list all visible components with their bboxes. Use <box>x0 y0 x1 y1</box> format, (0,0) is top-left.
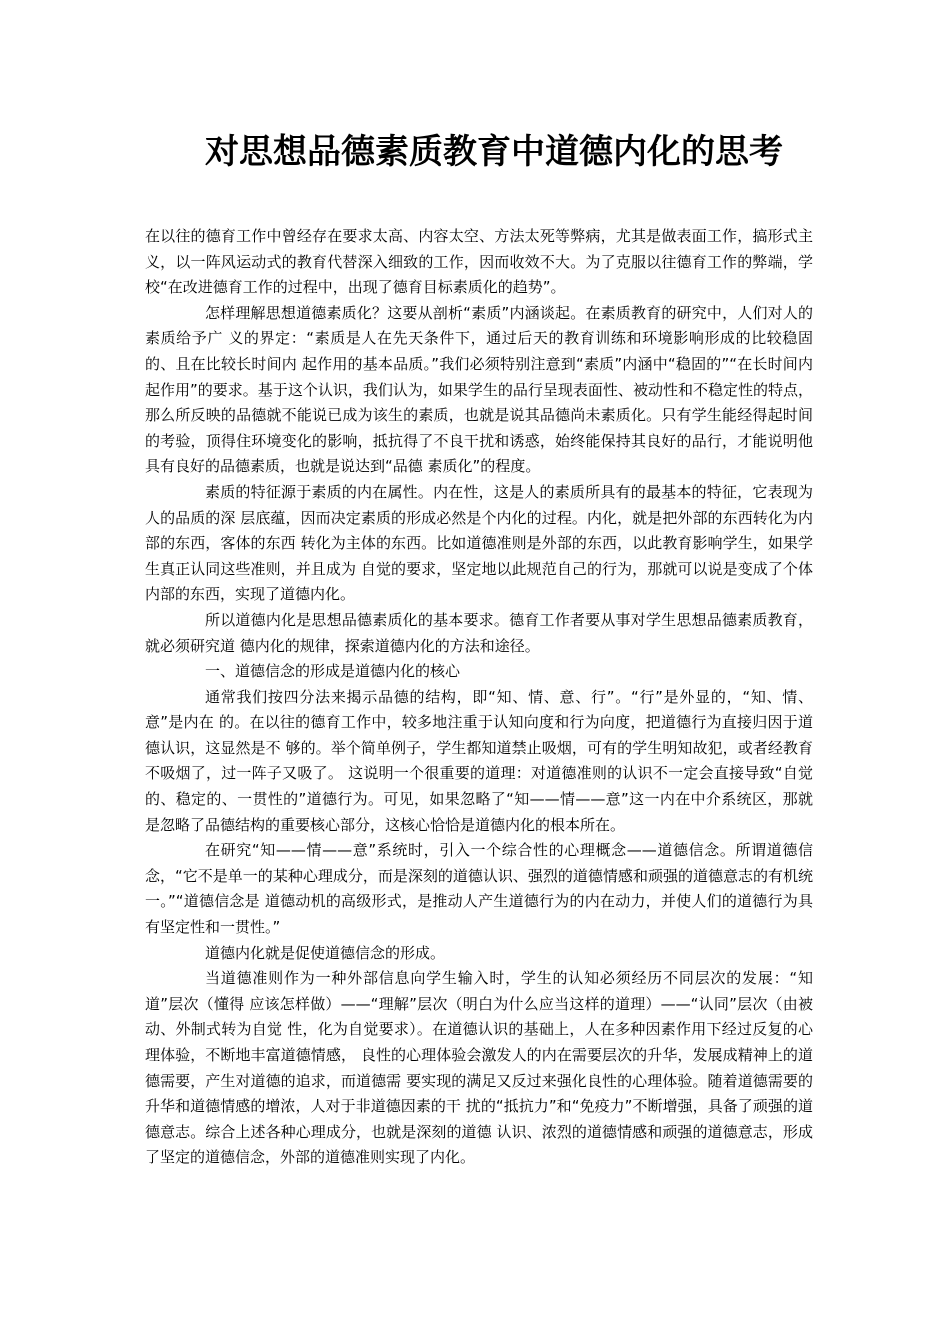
paragraph-moral-structure: 通常我们按四分法来揭示品德的结构，即“知、情、意、行”。“行”是外显的，“知、情、意”是内在 的。在以往的德育工作中，较多地注重于认知向度和行为向度，把道德行为直接归因于道德认识，这显然是不 够的。举个简单例子，学生都知道禁止吸烟，可有的学生明知故犯，或者经教育不吸烟了，过一阵子又吸了。 这说明一个很重要的道理：对道德准则的认识不一定会直接导致“自觉的、稳定的、一贯性的”道德行为。可见，如果忽略了“知——情——意”这一内在中介系统区，那就是忽略了品德结构的重要核心部分，这核心恰恰是道德内化的根本所在。 <box>145 687 813 834</box>
paragraph-cognitive-development: 当道德准则作为一种外部信息向学生输入时，学生的认知必须经历不同层次的发展：“知道”层次（懂得 应该怎样做）——“理解”层次（明白为什么应当这样的道理）——“认同”层次（由被动、外制式转为自觉 性，化为自觉要求）。在道德认识的基础上，人在多种因素作用下经过反复的心理体验，不断地丰富道德情感， 良性的心理体验会激发人的内在需要层次的升华，发展成精神上的道德需要，产生对道德的追求，而道德需 要实现的满足又反过来强化良性的心理体验。随着道德需要的升华和道德情感的增浓，人对于非道德因素的干 扰的“抵抗力”和“免疫力”不断增强，具备了顽强的道德意志。综合上述各种心理成分，也就是深刻的道德 认识、浓烈的道德情感和顽强的道德意志，形成了坚定的道德信念，外部的道德准则实现了内化。 <box>145 969 813 1167</box>
paragraph-quality-characteristics: 素质的特征源于素质的内在属性。内在性，这是人的素质所具有的最基本的特征，它表现为人的品质的深 层底蕴，因而决定素质的形成必然是个内化的过程。内化，就是把外部的东西转化为内部的东西，客体的东西 转化为主体的东西。比如道德准则是外部的东西，以此教育影响学生，如果学生真正认同这些准则，并且成为 自觉的要求，坚定地以此规范自己的行为，那就可以说是变成了个体内部的东西，实现了道德内化。 <box>145 482 813 604</box>
paragraph-basic-requirement: 所以道德内化是思想品德素质化的基本要求。德育工作者要从事对学生思想品德素质教育，就必须研究道 德内化的规律，探索道德内化的方法和途径。 <box>145 610 813 655</box>
paragraph-internalization: 道德内化就是促使道德信念的形成。 <box>205 943 446 962</box>
paragraph-understanding-quality: 怎样理解思想道德素质化？这要从剖析“素质”内涵谈起。在素质教育的研究中，人们对人的素质给予广 义的界定：“素质是人在先天条件下，通过后天的教育训练和环境影响形成的比较稳固的、且在比较长时间内 起作用的基本品质。”我们必须特别注意到“素质”内涵中“稳固的”“在长时间内起作用”的要求。基于这个认识，我们认为，如果学生的品行呈现表面性、被动性和不稳定性的特点，那么所反映的品德就不能说已成为该生的素质，也就是说其品德尚未素质化。只有学生能经得起时间的考验，顶得住环境变化的影响，抵抗得了不良干扰和诱惑，始终能保持其良好的品行，才能说明他具有良好的品德素质，也就是说达到“品德 素质化”的程度。 <box>145 303 813 476</box>
section-heading-1: 一、道德信念的形成是道德内化的核心 <box>205 662 461 681</box>
document-body <box>145 224 813 1171</box>
paragraph-intro: 在以往的德育工作中曾经存在要求太高、内容太空、方法太死等弊病，尤其是做表面工作，搞形式主义，以一阵风运动式的教育代替深入细致的工作，因而收效不大。为了克服以往德育工作的弊端，学校“在改进德育工作的过程中，出现了德育目标素质化的趋势”。 <box>145 227 813 297</box>
document-title: 对思想品德素质教育中道德内化的思考 <box>205 132 783 172</box>
paragraph-moral-belief: 在研究“知——情——意”系统时，引入一个综合性的心理概念——道德信念。所谓道德信念，“它不是单一的某种心理成分，而是深刻的道德认识、强烈的道德情感和顽强的道德意志的有机统一。”“道德信念是 道德动机的高级形式，是推动人产生道德行为的内在动力，并使人们的道德行为具有坚定性和一贯性。” <box>145 841 813 937</box>
